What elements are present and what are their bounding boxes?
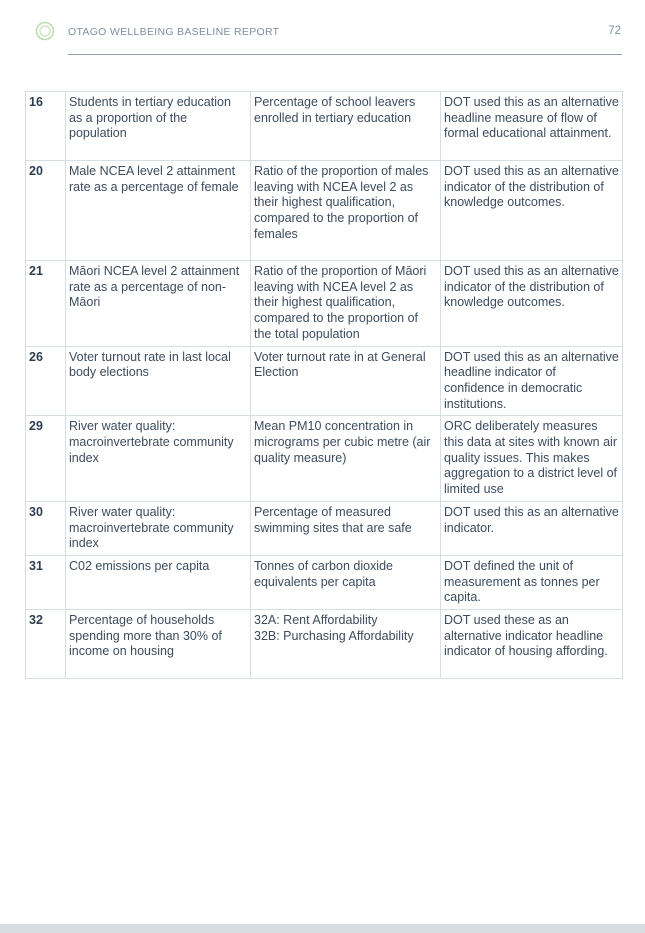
indicator-number: 20 bbox=[26, 161, 66, 261]
indicator-measure: Percentage of school leavers enrolled in tertiary education bbox=[251, 92, 441, 161]
indicator-measure bbox=[251, 610, 441, 679]
indicator-name: River water quality: macroinvertebrate community index bbox=[66, 416, 251, 502]
page-header bbox=[0, 0, 645, 60]
indicator-measure: Mean PM10 concentration in micrograms per cubic metre (air quality measure) bbox=[251, 416, 441, 502]
indicator-comment: DOT defined the unit of measurement as tonnes per capita. bbox=[441, 555, 623, 609]
leaf-wreath-icon bbox=[33, 19, 57, 43]
table-row bbox=[26, 610, 623, 679]
indicator-comment: DOT used these as an alternative indicator headline indicator of housing affording. bbox=[441, 610, 623, 679]
indicator-name: Students in tertiary education as a proportion of the population bbox=[66, 92, 251, 161]
indicator-comment: DOT used this as an alternative indicator of the distribution of knowledge outcomes. bbox=[441, 261, 623, 347]
table-row bbox=[26, 161, 623, 261]
indicator-comment: DOT used this as an alternative indicator of the distribution of knowledge outcomes. bbox=[441, 161, 623, 261]
indicator-number: 16 bbox=[26, 92, 66, 161]
header-divider bbox=[68, 54, 622, 55]
indicator-number: 29 bbox=[26, 416, 66, 502]
indicator-table bbox=[25, 91, 623, 679]
indicator-name: Voter turnout rate in last local body elections bbox=[66, 346, 251, 416]
indicator-measure: Percentage of measured swimming sites that are safe bbox=[251, 501, 441, 555]
indicator-number: 26 bbox=[26, 346, 66, 416]
indicator-comment: DOT used this as an alternative headline measure of flow of formal educational attainment. bbox=[441, 92, 623, 161]
indicator-measure: Ratio of the proportion of Māori leaving with NCEA level 2 as their highest qualification, compared to the proportion of the total population bbox=[251, 261, 441, 347]
indicator-comment: DOT used this as an alternative headline indicator of confidence in democratic institutions. bbox=[441, 346, 623, 416]
table-row bbox=[26, 501, 623, 555]
indicator-name: Percentage of households spending more than 30% of income on housing bbox=[66, 610, 251, 679]
table-row bbox=[26, 92, 623, 161]
table-row bbox=[26, 416, 623, 502]
indicator-measure: Voter turnout rate in at General Election bbox=[251, 346, 441, 416]
table-row bbox=[26, 346, 623, 416]
report-title: OTAGO WELLBEING BASELINE REPORT bbox=[68, 26, 280, 38]
indicator-name: Male NCEA level 2 attainment rate as a percentage of female bbox=[66, 161, 251, 261]
indicator-number: 21 bbox=[26, 261, 66, 347]
table-row bbox=[26, 261, 623, 347]
footer-bar bbox=[0, 924, 645, 933]
measure-line-rent: 32A: Rent Affordability bbox=[254, 613, 378, 628]
indicator-name: River water quality: macroinvertebrate community index bbox=[66, 501, 251, 555]
indicator-name: Māori NCEA level 2 attainment rate as a percentage of non-Māori bbox=[66, 261, 251, 347]
table-row bbox=[26, 555, 623, 609]
indicator-name: C02 emissions per capita bbox=[66, 555, 251, 609]
page-number: 72 bbox=[608, 25, 621, 37]
measure-line-purchasing: 32B: Purchasing Affordability bbox=[254, 628, 414, 643]
indicator-measure: Tonnes of carbon dioxide equivalents per capita bbox=[251, 555, 441, 609]
indicator-number: 30 bbox=[26, 501, 66, 555]
indicator-number: 31 bbox=[26, 555, 66, 609]
indicator-comment: DOT used this as an alternative indicator. bbox=[441, 501, 623, 555]
indicator-comment: ORC deliberately measures this data at sites with known air quality issues. This makes aggregation to a district level of limited use bbox=[441, 416, 623, 502]
indicator-number: 32 bbox=[26, 610, 66, 679]
indicator-measure: Ratio of the proportion of males leaving with NCEA level 2 as their highest qualification, compared to the proportion of females bbox=[251, 161, 441, 261]
